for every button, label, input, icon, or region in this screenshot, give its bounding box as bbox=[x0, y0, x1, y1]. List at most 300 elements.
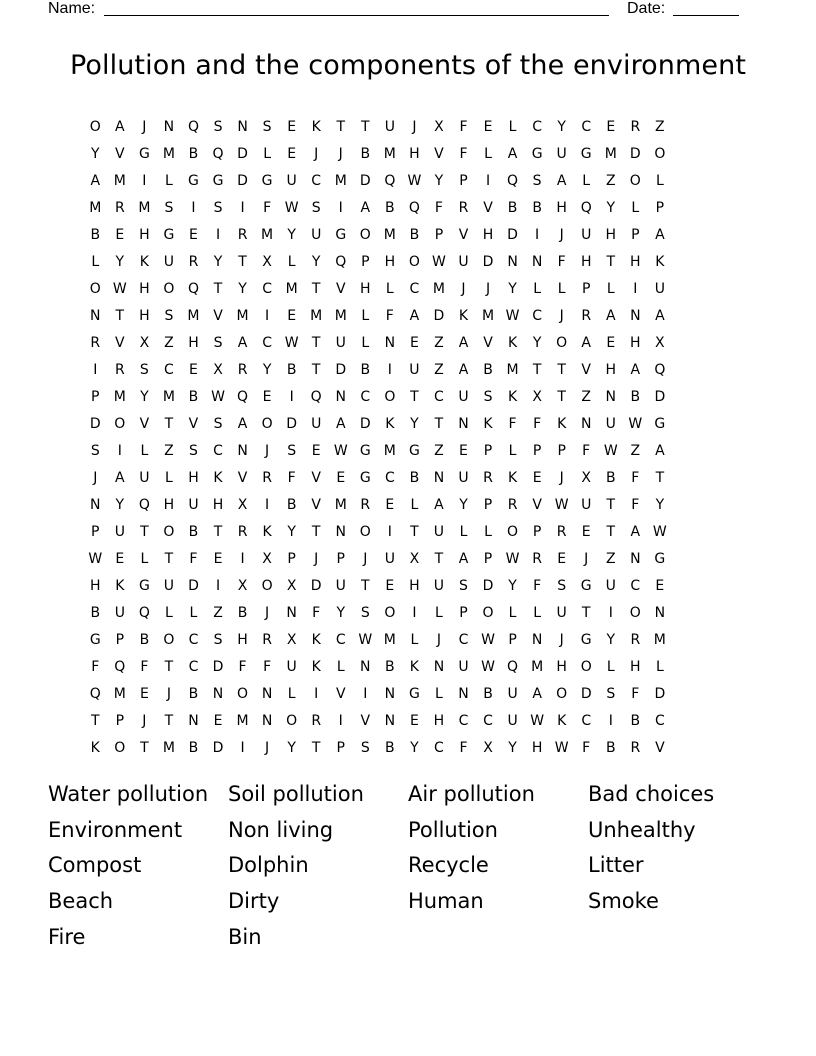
grid-letter: D bbox=[580, 686, 592, 702]
grid-letter: O bbox=[629, 605, 641, 621]
grid-letter: Z bbox=[655, 119, 665, 135]
grid-letter: U bbox=[114, 605, 125, 621]
grid-letter: H bbox=[580, 254, 592, 270]
grid-letter: U bbox=[163, 578, 175, 594]
grid-letter: Z bbox=[605, 173, 616, 189]
grid-letter: U bbox=[311, 227, 322, 243]
grid-letter: J bbox=[559, 308, 564, 324]
grid-letter: P bbox=[483, 497, 493, 513]
grid-row bbox=[83, 573, 733, 600]
grid-letter: U bbox=[556, 146, 567, 162]
grid-letter: P bbox=[459, 605, 468, 621]
grid-row bbox=[83, 384, 733, 411]
grid-letter: V bbox=[311, 497, 321, 513]
grid-letter: J bbox=[314, 551, 319, 567]
grid-letter: Y bbox=[606, 632, 616, 648]
grid-letter: E bbox=[139, 686, 149, 702]
grid-letter: Y bbox=[434, 173, 444, 189]
grid-letter: Y bbox=[508, 740, 517, 756]
grid-letter: W bbox=[284, 335, 299, 351]
grid-letter: E bbox=[459, 443, 468, 459]
grid-letter: T bbox=[655, 470, 665, 486]
grid-letter: N bbox=[458, 686, 469, 702]
grid-letter: P bbox=[459, 173, 468, 189]
grid-letter: H bbox=[139, 308, 150, 324]
grid-letter: F bbox=[631, 497, 640, 513]
grid-letter: U bbox=[581, 227, 592, 243]
grid-letter: B bbox=[286, 362, 297, 378]
grid-letter: P bbox=[336, 740, 345, 756]
grid-letter: W bbox=[432, 254, 446, 270]
grid-letter: D bbox=[359, 416, 371, 432]
grid-letter: H bbox=[409, 146, 420, 162]
grid-letter: C bbox=[164, 362, 174, 378]
grid-row bbox=[83, 249, 733, 276]
grid-letter: J bbox=[142, 119, 147, 135]
word-list-item: Litter bbox=[588, 853, 644, 878]
grid-letter: Y bbox=[336, 605, 346, 621]
grid-letter: J bbox=[338, 146, 343, 162]
grid-letter: S bbox=[262, 119, 272, 135]
grid-letter: C bbox=[335, 632, 346, 648]
grid-letter: V bbox=[335, 281, 346, 297]
grid-letter: S bbox=[311, 200, 321, 216]
grid-letter: R bbox=[114, 362, 125, 378]
grid-letter: E bbox=[189, 362, 198, 378]
grid-letter: E bbox=[287, 146, 297, 162]
grid-letter: O bbox=[261, 416, 273, 432]
grid-letter: N bbox=[433, 659, 445, 675]
grid-letter: H bbox=[433, 713, 445, 729]
grid-letter: I bbox=[633, 281, 638, 297]
grid-letter: N bbox=[384, 713, 396, 729]
grid-letter: L bbox=[533, 605, 542, 621]
grid-letter: C bbox=[581, 119, 592, 135]
grid-letter: K bbox=[311, 659, 321, 675]
grid-letter: M bbox=[162, 389, 175, 405]
grid-letter: F bbox=[508, 416, 517, 432]
grid-letter: Y bbox=[140, 389, 149, 405]
grid-letter: U bbox=[458, 470, 469, 486]
grid-letter: N bbox=[237, 443, 248, 459]
grid-letter: N bbox=[163, 119, 175, 135]
grid-letter: P bbox=[557, 443, 566, 459]
grid-letter: L bbox=[582, 173, 591, 189]
grid-letter: X bbox=[237, 578, 248, 594]
grid-letter: A bbox=[630, 524, 641, 540]
grid-letter: R bbox=[262, 632, 272, 648]
grid-letter: T bbox=[164, 551, 174, 567]
name-label: Name: bbox=[48, 0, 96, 17]
grid-letter: M bbox=[506, 362, 519, 378]
grid-row bbox=[83, 168, 733, 195]
grid-letter: L bbox=[410, 632, 419, 648]
grid-letter: H bbox=[139, 281, 150, 297]
grid-letter: L bbox=[484, 146, 492, 162]
grid-letter: B bbox=[409, 227, 420, 243]
grid-letter: M bbox=[432, 281, 445, 297]
grid-letter: L bbox=[557, 281, 566, 297]
grid-letter: T bbox=[164, 713, 174, 729]
grid-letter: X bbox=[139, 335, 150, 351]
grid-letter: P bbox=[287, 551, 296, 567]
grid-letter: P bbox=[115, 713, 125, 729]
grid-letter: J bbox=[559, 632, 564, 648]
word-list-item: Bad choices bbox=[588, 782, 715, 806]
grid-letter: D bbox=[482, 578, 494, 594]
grid-letter: F bbox=[434, 200, 443, 216]
grid-letter: M bbox=[285, 281, 298, 297]
grid-letter: P bbox=[532, 443, 542, 459]
word-list-item: Fire bbox=[48, 924, 86, 949]
grid-letter: B bbox=[360, 146, 371, 162]
grid-letter: S bbox=[164, 200, 174, 216]
grid-letter: N bbox=[433, 470, 445, 486]
grid-letter: H bbox=[630, 335, 641, 351]
grid-letter: A bbox=[532, 686, 542, 702]
grid-letter: E bbox=[557, 551, 567, 567]
grid-letter: W bbox=[505, 551, 520, 567]
grid-letter: P bbox=[91, 389, 100, 405]
grid-letter: M bbox=[162, 146, 175, 162]
grid-letter: O bbox=[507, 524, 519, 540]
grid-letter: P bbox=[361, 254, 370, 270]
grid-letter: I bbox=[215, 578, 221, 594]
grid-letter: Q bbox=[138, 497, 150, 513]
grid-letter: L bbox=[165, 605, 173, 621]
grid-letter: E bbox=[385, 578, 395, 594]
grid-letter: I bbox=[387, 362, 392, 378]
grid-letter: B bbox=[188, 524, 199, 540]
grid-letter: Q bbox=[654, 362, 666, 378]
grid-letter: B bbox=[385, 659, 395, 675]
grid-letter: I bbox=[608, 605, 613, 621]
grid-letter: C bbox=[213, 443, 223, 459]
grid-letter: G bbox=[261, 173, 273, 189]
grid-letter: T bbox=[361, 119, 370, 135]
grid-letter: Z bbox=[605, 551, 616, 567]
grid-letter: M bbox=[383, 632, 396, 648]
grid-letter: A bbox=[655, 308, 665, 324]
grid-letter: Q bbox=[212, 146, 224, 162]
grid-letter: J bbox=[485, 281, 491, 297]
grid-letter: J bbox=[142, 713, 147, 729]
grid-letter: T bbox=[140, 524, 149, 540]
grid-letter: B bbox=[188, 389, 199, 405]
grid-letter: K bbox=[311, 632, 321, 648]
grid-letter: R bbox=[458, 200, 469, 216]
grid-letter: Q bbox=[237, 389, 249, 405]
grid-letter: K bbox=[483, 416, 493, 432]
grid-letter: E bbox=[385, 497, 395, 513]
grid-letter: Y bbox=[238, 281, 247, 297]
grid-letter: F bbox=[287, 470, 296, 486]
date-label: Date: bbox=[627, 0, 666, 17]
grid-row bbox=[83, 438, 733, 465]
grid-letter: Y bbox=[508, 578, 517, 594]
word-list-item: Water pollution bbox=[48, 782, 209, 806]
grid-letter: A bbox=[237, 416, 248, 432]
grid-letter: I bbox=[314, 686, 319, 702]
grid-letter: D bbox=[433, 308, 445, 324]
grid-letter: K bbox=[507, 335, 518, 351]
grid-letter: M bbox=[383, 146, 396, 162]
grid-letter: E bbox=[606, 119, 616, 135]
grid-letter: L bbox=[336, 659, 345, 675]
grid-letter: O bbox=[384, 389, 396, 405]
grid-letter: H bbox=[163, 497, 175, 513]
grid-letter: N bbox=[630, 308, 641, 324]
grid-letter: T bbox=[434, 551, 444, 567]
grid-letter: E bbox=[532, 470, 542, 486]
grid-letter: V bbox=[458, 227, 469, 243]
grid-letter: O bbox=[654, 146, 666, 162]
grid-letter: Y bbox=[90, 146, 100, 162]
grid-letter: U bbox=[433, 524, 445, 540]
grid-letter: B bbox=[483, 686, 493, 702]
grid-letter: F bbox=[533, 416, 542, 432]
grid-letter: H bbox=[630, 659, 641, 675]
grid-letter: H bbox=[360, 281, 371, 297]
grid-letter: I bbox=[608, 713, 613, 729]
grid-letter: I bbox=[240, 551, 245, 567]
grid-letter: O bbox=[163, 281, 175, 297]
grid-letter: L bbox=[508, 605, 517, 621]
grid-letter: M bbox=[383, 227, 396, 243]
grid-letter: J bbox=[461, 281, 466, 297]
grid-letter: T bbox=[311, 362, 321, 378]
grid-letter: K bbox=[311, 119, 321, 135]
grid-letter: T bbox=[213, 524, 223, 540]
grid-letter: S bbox=[213, 200, 223, 216]
grid-letter: A bbox=[409, 308, 420, 324]
grid-letter: R bbox=[237, 524, 248, 540]
grid-letter: N bbox=[90, 497, 101, 513]
grid-letter: C bbox=[458, 713, 469, 729]
grid-letter: T bbox=[238, 254, 247, 270]
grid-letter: K bbox=[557, 416, 567, 432]
grid-letter: R bbox=[360, 497, 371, 513]
grid-letter: T bbox=[336, 119, 346, 135]
grid-letter: Q bbox=[114, 659, 126, 675]
grid-letter: E bbox=[189, 227, 198, 243]
grid-letter: P bbox=[483, 551, 493, 567]
word-list-item: Dirty bbox=[228, 889, 280, 914]
grid-letter: F bbox=[312, 605, 321, 621]
grid-letter: F bbox=[582, 443, 591, 459]
grid-row bbox=[83, 735, 733, 762]
grid-letter: M bbox=[653, 632, 666, 648]
grid-letter: J bbox=[166, 686, 171, 702]
grid-letter: G bbox=[138, 578, 150, 594]
grid-letter: E bbox=[287, 308, 297, 324]
grid-letter: I bbox=[93, 362, 98, 378]
page-title: Pollution and the components of the environment bbox=[69, 50, 747, 81]
grid-row bbox=[83, 303, 733, 330]
grid-letter: W bbox=[530, 713, 545, 729]
grid-letter: L bbox=[484, 524, 492, 540]
grid-letter: U bbox=[286, 173, 297, 189]
grid-letter: C bbox=[532, 119, 542, 135]
grid-letter: T bbox=[164, 416, 174, 432]
grid-letter: A bbox=[630, 362, 641, 378]
grid-letter: S bbox=[213, 119, 223, 135]
grid-row bbox=[83, 222, 733, 249]
word-list-item: Compost bbox=[48, 853, 142, 878]
grid-letter: Y bbox=[213, 254, 223, 270]
grid-letter: U bbox=[581, 497, 592, 513]
grid-letter: D bbox=[654, 389, 666, 405]
grid-letter: L bbox=[140, 443, 149, 459]
grid-letter: L bbox=[655, 173, 664, 189]
grid-letter: H bbox=[188, 335, 199, 351]
grid-letter: V bbox=[115, 335, 125, 351]
grid-letter: I bbox=[265, 308, 270, 324]
grid-letter: F bbox=[140, 659, 149, 675]
grid-letter: X bbox=[286, 578, 297, 594]
grid-letter: U bbox=[311, 416, 322, 432]
grid-letter: T bbox=[213, 281, 223, 297]
grid-letter: V bbox=[655, 740, 665, 756]
grid-letter: R bbox=[311, 713, 322, 729]
grid-letter: B bbox=[605, 470, 616, 486]
grid-letter: R bbox=[237, 362, 248, 378]
grid-letter: S bbox=[459, 578, 468, 594]
grid-letter: W bbox=[554, 740, 569, 756]
grid-letter: S bbox=[532, 173, 542, 189]
grid-letter: Y bbox=[508, 281, 517, 297]
grid-letter: F bbox=[263, 200, 272, 216]
grid-letter: K bbox=[507, 470, 518, 486]
grid-letter: A bbox=[115, 470, 125, 486]
grid-letter: X bbox=[213, 362, 223, 378]
grid-letter: R bbox=[188, 254, 199, 270]
grid-letter: E bbox=[409, 335, 419, 351]
grid-letter: O bbox=[261, 578, 273, 594]
grid-letter: L bbox=[287, 254, 296, 270]
grid-letter: P bbox=[483, 443, 493, 459]
grid-letter: P bbox=[91, 524, 100, 540]
grid-letter: R bbox=[237, 227, 248, 243]
grid-letter: U bbox=[605, 416, 616, 432]
grid-letter: B bbox=[139, 632, 150, 648]
grid-row bbox=[83, 195, 733, 222]
grid-letter: E bbox=[581, 524, 591, 540]
grid-letter: G bbox=[654, 416, 666, 432]
grid-letter: B bbox=[90, 227, 101, 243]
grid-letter: L bbox=[91, 254, 100, 270]
grid-letter: B bbox=[385, 200, 395, 216]
grid-letter: O bbox=[286, 713, 298, 729]
grid-letter: M bbox=[334, 173, 347, 189]
grid-letter: N bbox=[384, 686, 396, 702]
grid-letter: E bbox=[115, 227, 125, 243]
grid-letter: U bbox=[384, 551, 395, 567]
grid-letter: N bbox=[212, 686, 224, 702]
grid-letter: K bbox=[262, 524, 272, 540]
grid-letter: G bbox=[138, 146, 150, 162]
grid-letter: D bbox=[89, 416, 101, 432]
grid-letter: X bbox=[655, 335, 665, 351]
grid-letter: D bbox=[237, 146, 248, 162]
date-line bbox=[673, 15, 739, 16]
grid-row bbox=[83, 276, 733, 303]
grid-letter: I bbox=[338, 713, 343, 729]
grid-letter: L bbox=[435, 686, 443, 702]
grid-letter: W bbox=[333, 443, 348, 459]
grid-letter: X bbox=[532, 389, 542, 405]
grid-letter: E bbox=[336, 470, 346, 486]
grid-letter: L bbox=[165, 470, 173, 486]
grid-letter: D bbox=[286, 416, 298, 432]
grid-letter: J bbox=[363, 551, 368, 567]
grid-letter: F bbox=[557, 254, 566, 270]
grid-letter: B bbox=[90, 605, 101, 621]
grid-letter: K bbox=[507, 389, 518, 405]
grid-letter: T bbox=[311, 740, 321, 756]
grid-letter: E bbox=[213, 551, 223, 567]
grid-letter: D bbox=[629, 146, 641, 162]
grid-letter: B bbox=[188, 740, 199, 756]
grid-letter: F bbox=[459, 146, 468, 162]
grid-letter: A bbox=[434, 497, 444, 513]
grid-letter: G bbox=[580, 632, 592, 648]
grid-letter: G bbox=[408, 686, 420, 702]
grid-letter: O bbox=[89, 119, 101, 135]
grid-row bbox=[83, 654, 733, 681]
grid-letter: V bbox=[213, 308, 223, 324]
grid-letter: U bbox=[335, 335, 346, 351]
grid-letter: V bbox=[115, 146, 125, 162]
grid-letter: E bbox=[115, 551, 125, 567]
grid-letter: J bbox=[265, 443, 270, 459]
grid-letter: F bbox=[631, 470, 640, 486]
grid-letter: O bbox=[237, 686, 249, 702]
grid-letter: M bbox=[187, 308, 200, 324]
grid-letter: X bbox=[262, 254, 272, 270]
grid-letter: Y bbox=[655, 497, 665, 513]
word-list-item: Soil pollution bbox=[228, 782, 364, 806]
word-list-item: Pollution bbox=[408, 817, 498, 842]
grid-letter: J bbox=[559, 470, 564, 486]
grid-letter: Z bbox=[434, 443, 444, 459]
grid-letter: M bbox=[236, 308, 249, 324]
grid-letter: T bbox=[434, 416, 444, 432]
grid-letter: F bbox=[238, 659, 247, 675]
grid-letter: O bbox=[556, 335, 568, 351]
grid-letter: O bbox=[359, 524, 371, 540]
grid-letter: H bbox=[212, 497, 224, 513]
grid-letter: V bbox=[581, 362, 591, 378]
grid-letter: T bbox=[140, 740, 149, 756]
grid-letter: Q bbox=[507, 173, 519, 189]
grid-letter: M bbox=[89, 200, 102, 216]
grid-letter: N bbox=[335, 389, 346, 405]
grid-letter: H bbox=[139, 227, 150, 243]
grid-letter: L bbox=[140, 551, 149, 567]
grid-letter: E bbox=[655, 578, 665, 594]
grid-letter: M bbox=[113, 389, 126, 405]
grid-letter: R bbox=[630, 119, 641, 135]
grid-letter: D bbox=[335, 362, 347, 378]
grid-letter: I bbox=[363, 686, 368, 702]
grid-letter: K bbox=[213, 470, 223, 486]
grid-letter: P bbox=[336, 551, 345, 567]
grid-letter: K bbox=[557, 713, 567, 729]
grid-letter: J bbox=[584, 551, 589, 567]
grid-letter: L bbox=[459, 524, 468, 540]
grid-letter: F bbox=[385, 308, 394, 324]
